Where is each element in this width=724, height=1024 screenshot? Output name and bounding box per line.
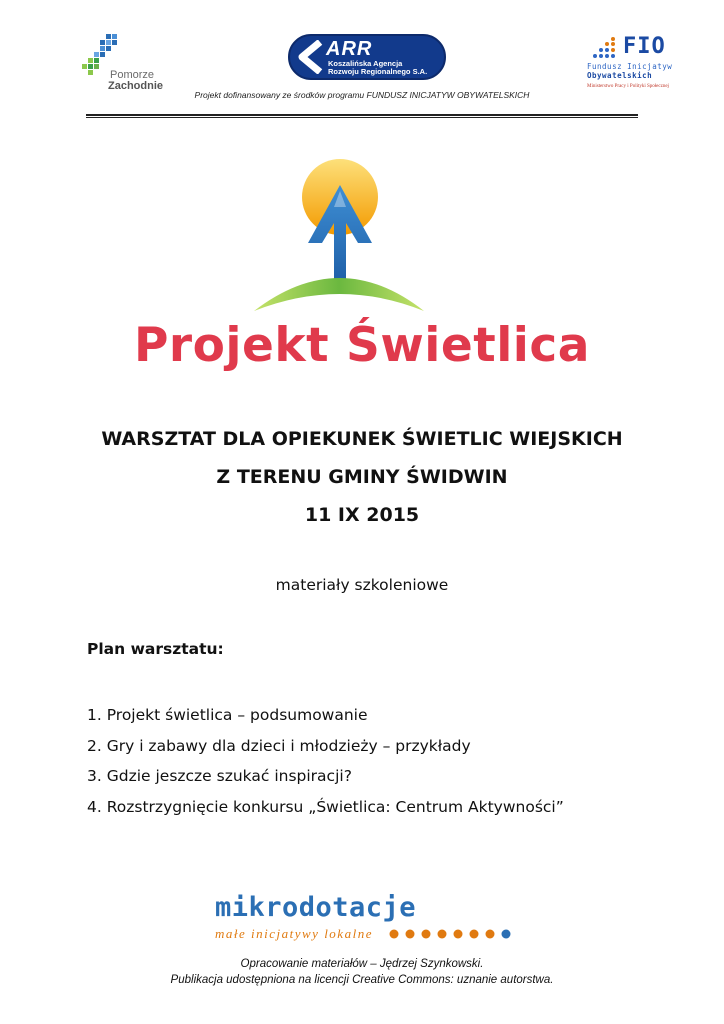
header-divider-thin bbox=[86, 117, 638, 118]
plan-item-3: 3. Gdzie jeszcze szukać inspiracji? bbox=[87, 767, 352, 785]
footer-author: Opracowanie materiałów – Jędrzej Szynkowski. bbox=[240, 958, 484, 970]
fio-line-1: Fundusz Inicjatyw bbox=[587, 62, 673, 71]
plan-heading: Plan warsztatu: bbox=[87, 640, 224, 658]
hill-shape bbox=[254, 278, 424, 311]
projekt-swietlica-emblem bbox=[248, 155, 428, 315]
pomorze-word: Pomorze bbox=[110, 69, 155, 81]
arr-chevron-icon bbox=[294, 40, 324, 74]
fio-logo bbox=[585, 34, 675, 94]
arr-mark: ARR bbox=[326, 38, 373, 60]
fio-mark: FIO bbox=[623, 34, 666, 59]
mikrodotacje-dots-icon bbox=[388, 928, 512, 940]
fio-line-3: Ministerstwo Pracy i Polityki Społecznej bbox=[587, 84, 669, 89]
mikrodotacje-word: mikrodotacje bbox=[215, 892, 417, 923]
plan-item-1: 1. Projekt świetlica – podsumowanie bbox=[87, 706, 368, 724]
fio-dots-icon bbox=[587, 36, 617, 60]
subtitle: materiały szkoleniowe bbox=[275, 576, 449, 594]
title-line-1: WARSZTAT DLA OPIEKUNEK ŚWIETLIC WIEJSKICH bbox=[101, 428, 623, 450]
mikrodotacje-logo bbox=[212, 892, 512, 948]
title-date: 11 IX 2015 bbox=[304, 504, 420, 526]
footer-license: Publikacja udostępniona na licencji Creative Commons: uznanie autorstwa. bbox=[170, 974, 554, 986]
arr-line-1: Koszalińska Agencja bbox=[328, 59, 403, 68]
plan-item-2: 2. Gry i zabawy dla dzieci i młodzieży – przykłady bbox=[87, 736, 471, 755]
project-title: Projekt Świetlica bbox=[133, 318, 590, 373]
mikrodotacje-tagline: małe inicjatywy lokalne bbox=[215, 926, 373, 941]
zachodnie-word: Zachodnie bbox=[108, 80, 164, 92]
title-line-2: Z TERENU GMINY ŚWIDWIN bbox=[216, 466, 508, 488]
pomorze-zachodnie-logo bbox=[82, 32, 174, 94]
header-divider bbox=[86, 114, 638, 116]
plan-item-4: 4. Rozstrzygnięcie konkursu „Świetlica: Centrum Aktywności” bbox=[87, 797, 564, 816]
arr-line-2: Rozwoju Regionalnego S.A. bbox=[328, 67, 428, 76]
arr-logo bbox=[288, 34, 446, 80]
header-caption: Projekt dofinansowany ze środków programu FUNDUSZ INICJATYW OBYWATELSKICH bbox=[194, 90, 530, 100]
plan-list bbox=[87, 700, 564, 822]
fio-line-2: Obywatelskich bbox=[587, 71, 653, 80]
